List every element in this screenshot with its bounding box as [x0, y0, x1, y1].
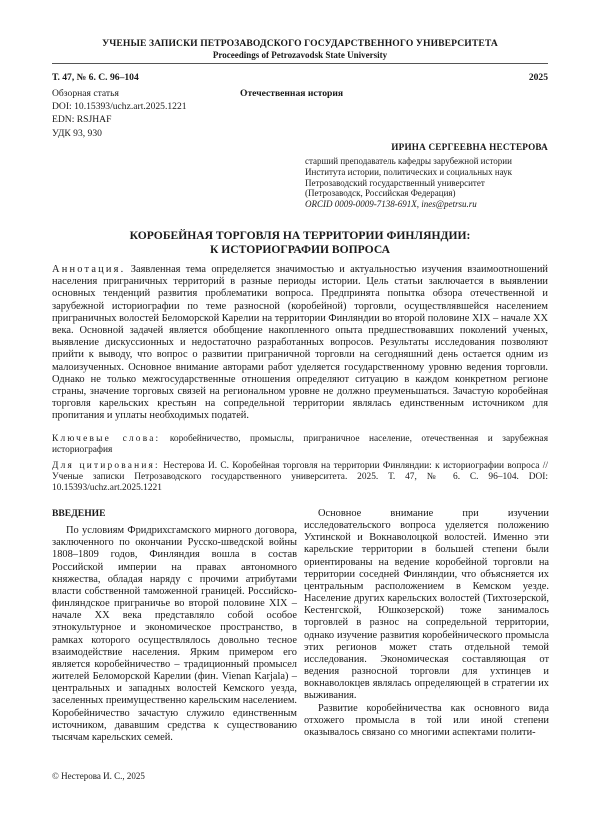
header-divider — [52, 63, 548, 64]
journal-subtitle: Proceedings of Petrozavodsk State University — [212, 50, 388, 60]
body-paragraph: Основное внимание при изучении исследовательского вопроса уделяется положению Ухтинской и Вокнаволоцкой волостей. Именно эти карельские территории в большей степени были ориентированы на ведение коробейной торговли на территории соседней Финляндии, что объясняется их центральным расположением в Кемском уезде. Население других карельских волостей (Тихтозерской, Кестенгской, Юшкозерской) тоже занималось торговлей в разнос на сопредельной территории, однако изучение развития коробейнического промысла этих регионов может стать отдельной темой исследования. Экономическая составляющая от ведения разносной торговли для ухтинцев и вокнаволокцев являлась определяющей в стратегии их выживания. — [304, 508, 549, 702]
body-paragraph: Развитие коробейничества как основного вида отхожего промысла в той или иной степени оказывалось связано со многими аспектами полити- — [304, 702, 549, 738]
article-type: Обзорная статья — [52, 88, 119, 99]
keywords — [52, 434, 548, 456]
issue-line — [52, 72, 548, 83]
author-orcid: ORCID 0009-0009-7138-691X, ines@petrsu.ru — [305, 199, 477, 210]
body-column-right — [304, 508, 549, 739]
author-institute: Института истории, политических и социальных наук — [305, 166, 513, 177]
rubric: Отечественная история — [240, 88, 344, 99]
edn: EDN: RSJHAF — [52, 114, 112, 126]
keywords-label: Ключевые слова: — [52, 434, 161, 444]
journal-title: УЧЕНЫЕ ЗАПИСКИ ПЕТРОЗАВОДСКОГО ГОСУДАРСТВЕННОГО УНИВЕРСИТЕТА — [102, 38, 498, 49]
citation — [52, 461, 548, 493]
keywords-text: коробейничество, промыслы, приграничное население, отечественная и зарубежная историография — [52, 434, 549, 455]
abstract — [52, 264, 548, 423]
issue-info: Т. 47, № 6. С. 96–104 — [52, 72, 139, 83]
author-position: старший преподаватель кафедры зарубежной истории — [305, 156, 512, 166]
author-university: Петрозаводский государственный университет — [305, 177, 485, 188]
abstract-text: Заявленная тема определяется значимостью и актуальностью изучения взаимоотношений населения приграничных территорий в разные периоды истории. Цель статьи заключается в выявлении основных тенденций развития проблематики вопроса. Предпринята попытка обзора отечественной и зарубежной историографии по теме разносной (коробейной) торговли, осуществлявшейся населением приграничных волостей Беломорской Карелии на территории Финляндии во второй половине XIX – начале XX века. Основной задачей является обобщение накопленного опыта предшествовавших поколений ученых, выявление дискуссионных и недостаточно разработанных вопросов. Результаты исследования позволяют прийти к выводу, что вопрос о развитии приграничной торговли на сегодняшний день остается одним из малоизученных. Основное внимание авторами работ уделяется государственному уровню ведения торговли. Однако не только межгосударственные отношения определяют ситуацию в каждом конкретном регионе страны, значение торговых связей на региональном уровне не должно преуменьшаться. Зачастую коробейная торговля карельских крестьян на сопредельной территории являлась единственным источником для пропитания и уплаты необходимых податей. — [52, 264, 548, 422]
section-heading: ВВЕДЕНИЕ — [52, 508, 106, 519]
author-name: ИРИНА СЕРГЕЕВНА НЕСТЕРОВА — [391, 142, 548, 152]
article-title-line1: КОРОБЕЙНАЯ ТОРГОВЛЯ НА ТЕРРИТОРИИ ФИНЛЯНДИИ: — [129, 229, 471, 242]
doi: DOI: 10.15393/uchz.art.2025.1221 — [52, 101, 187, 113]
copyright: © Нестерова И. С., 2025 — [52, 771, 145, 781]
citation-label: Для цитирования: — [52, 461, 160, 471]
citation-text: Нестерова И. С. Коробейная торговля на территории Финляндии: к историографии вопроса // Ученые записки Петрозаводского государственного университета. 2025. Т. 47, № 6. С. 96–104. DOI: 10.15393/uchz.art.2025.1221 — [52, 461, 548, 493]
issue-year: 2025 — [528, 72, 548, 83]
article-title-line2: К ИСТОРИОГРАФИИ ВОПРОСА — [209, 242, 391, 256]
author-location: (Петрозаводск, Российская Федерация) — [305, 188, 456, 199]
author-affiliation — [305, 156, 512, 210]
abstract-label: Аннотация. — [52, 264, 126, 275]
article-title — [0, 229, 600, 257]
udk: УДК 93, 930 — [52, 127, 102, 139]
article-meta — [52, 87, 187, 140]
body-paragraph: По условиям Фридрихсгамского мирного договора, заключенного по окончании Русско-шведской войны 1808–1809 годов, Финляндия вошла в состав Российской империи на правах автономного княжества, обладая наряду с прочими атрибутами власти собственной таможенной границей. Российско-финляндское приграничье во второй половине XIX – начале XX века представляло собой особое этнокультурное и экономическое пространство, в рамках которого осуществлялось довольно тесное взаимодействие населения. Ярким примером его является коробейничество – традиционный промысел жителей Беломорской Карелии (фин. Vienan Karjala) – центральных и западных волостей Кемского уезда, заселенных преимущественно карельским населением. Коробейничество зачастую служило единственным источником, дававшим средства к существованию тысячам карельских семей. — [52, 525, 297, 743]
body-column-left — [52, 508, 297, 744]
